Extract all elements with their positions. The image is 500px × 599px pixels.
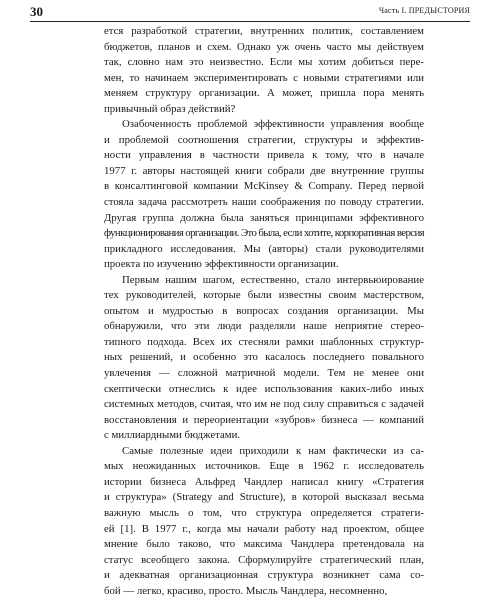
text-line: ных решений, и особенно это касалось последнего повального (104, 351, 424, 364)
text-line: Самые полезные идеи приходили к нам фактически из са- (122, 444, 424, 457)
body-text (104, 24, 424, 599)
text-line: мен, то начинаем экспериментировать с новыми стратегиями или (104, 71, 424, 84)
text-line: статус всеобщего закона. Сформулируйте стратегический план, (104, 553, 424, 566)
text-line: Озабоченность проблемой эффективности управления вообще (122, 118, 424, 131)
text-line: мых неожиданных источников. Еще в 1962 г. исследователь (104, 460, 424, 473)
text-line: мнение было таково, что максима Чандлера претендовала на (104, 538, 424, 551)
text-line: и структура» (Strategy and Structure), в которой высказал весьма (104, 491, 424, 504)
text-line: опытом и мудростью в вопросах создания организации. Мы (104, 304, 424, 317)
text-line: скептически отнеслись к идее использования каких-либо иных (104, 382, 424, 395)
text-line: с миллиардными бюджетами. (104, 429, 241, 442)
page-header (30, 4, 470, 20)
text-line: ется разработкой стратегии, внутренних политик, составлением (104, 25, 425, 37)
running-head: Часть I. ПРЕДЫСТОРИЯ (378, 6, 470, 15)
text-line: так, словно нам это неизвестно. Если мы хотим добиться пере- (104, 56, 424, 69)
text-line: системных методов, считая, что им не под силу справиться с задачей (104, 398, 424, 411)
text-line: меняем структуру организации. А может, пришла пора менять (104, 87, 424, 100)
text-line: бюджетов, планов и схем. Однако уж очень часто мы действуем (104, 40, 425, 53)
text-line: типного подхода. Всех их стесняли рамки шаблонных структур- (104, 335, 424, 348)
text-line: функционирования организации. Это была, если хотите, корпоративная версия (104, 227, 425, 240)
text-line: стояла задача рассмотреть наши соображения по поводу стратегии. (104, 196, 424, 209)
text-line: привычный образ действий? (104, 102, 236, 115)
text-line: ности управления в частности привела к тому, что в начале (104, 149, 424, 162)
text-line: Первым нашим шагом, естественно, стало интервьюирование (122, 273, 424, 286)
text-line: истории бизнеса Альфред Чандлер написал книгу «Стратегия (104, 475, 424, 488)
text-line: тех руководителей, которые были известны своим мастерством, (104, 289, 424, 302)
header-rule (30, 21, 470, 22)
text-line: бой — легко, красиво, просто. Мысль Чандлера, несомненно, (104, 584, 388, 597)
text-line: проекта по изучению эффективности организации. (104, 258, 339, 271)
page-number: 30 (30, 4, 43, 19)
text-line: Другая группа должна была заняться принципами эффективного (104, 211, 424, 224)
text-line: и адекватная организационная структура возникнет сама со- (104, 569, 424, 582)
text-line: в консалтинговой компании McKinsey & Company. Перед первой (104, 180, 424, 193)
text-line: важную мысль о том, что структура определяется стратеги- (104, 506, 424, 519)
text-line: обнаружили, что эти люди разделяли наше неприятие стерео- (104, 320, 424, 333)
text-line: восстановления и переориентации «зубров» бизнеса — компаний (104, 413, 424, 426)
text-line: 1977 г. авторы настоящей книги собрали две внутренние группы (104, 164, 424, 177)
text-line: прикладного исследования. Мы (авторы) стали руководителями (104, 242, 424, 255)
text-line: увлечения — сложной матричной модели. Тем не менее они (104, 367, 424, 380)
text-line: ей [1]. В 1977 г., когда мы начали работу над проектом, общее (104, 522, 424, 535)
text-line: и проблемой соотношения стратегии, структуры и эффектив- (104, 133, 424, 146)
